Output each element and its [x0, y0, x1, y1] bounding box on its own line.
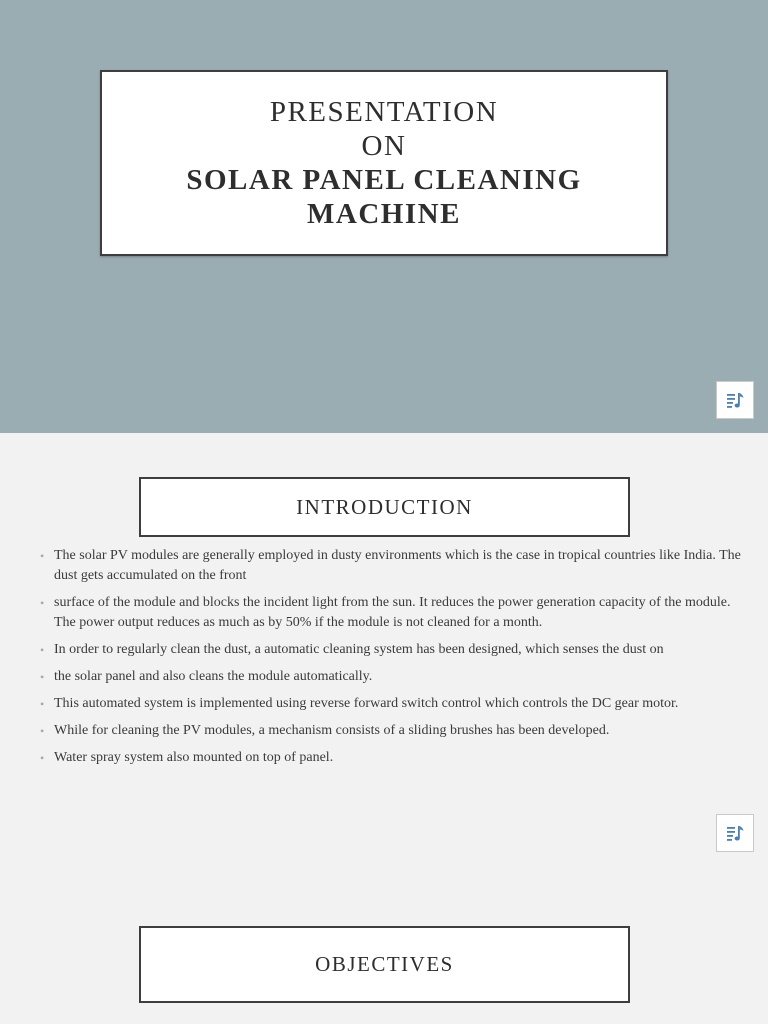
- list-item-text: In order to regularly clean the dust, a automatic cleaning system has been designed, which senses the dust on: [54, 642, 664, 657]
- bullet-icon: •: [40, 596, 45, 610]
- bullet-icon: •: [40, 724, 45, 738]
- list-item-text: This automated system is implemented using reverse forward switch control which controls the DC gear motor.: [54, 696, 679, 711]
- introduction-bullet-list: [40, 546, 750, 775]
- list-item-text: the solar panel and also cleans the module automatically.: [54, 669, 373, 684]
- list-item: [40, 721, 750, 741]
- list-item: [40, 593, 750, 633]
- list-item: [40, 640, 750, 660]
- objectives-heading-box: [139, 926, 630, 1003]
- audio-notes-icon: [725, 390, 745, 410]
- title-bold-line-2: MACHINE: [307, 198, 461, 230]
- title-slide: [0, 0, 768, 433]
- list-item: [40, 546, 750, 586]
- title-bold-line-1: SOLAR PANEL CLEANING: [186, 164, 582, 196]
- list-item-text: surface of the module and blocks the incident light from the sun. It reduces the power generation capacity of the module. The power output reduces as much as by 50% if the module is not cleaned for a month.: [54, 595, 731, 630]
- audio-button[interactable]: [716, 814, 754, 852]
- bullet-icon: •: [40, 670, 45, 684]
- list-item: [40, 748, 750, 768]
- bullet-icon: •: [40, 751, 45, 765]
- bullet-icon: •: [40, 549, 45, 563]
- introduction-heading: INTRODUCTION: [296, 494, 473, 519]
- title-box: [100, 70, 668, 256]
- audio-notes-icon: [725, 823, 745, 843]
- audio-button[interactable]: [716, 381, 754, 419]
- list-item: [40, 694, 750, 714]
- title-line-2: ON: [361, 130, 407, 162]
- objectives-heading: OBJECTIVES: [315, 952, 454, 976]
- list-item-text: Water spray system also mounted on top of panel.: [54, 750, 334, 765]
- title-line-1: PRESENTATION: [269, 96, 499, 128]
- list-item: [40, 667, 750, 687]
- list-item-text: The solar PV modules are generally employed in dusty environments which is the case in tropical countries like India. The dust gets accumulated on the front: [54, 548, 741, 583]
- list-item-text: While for cleaning the PV modules, a mechanism consists of a sliding brushes has been developed.: [54, 723, 610, 738]
- bullet-icon: •: [40, 697, 45, 711]
- bullet-icon: •: [40, 643, 45, 657]
- introduction-heading-box: [139, 477, 630, 537]
